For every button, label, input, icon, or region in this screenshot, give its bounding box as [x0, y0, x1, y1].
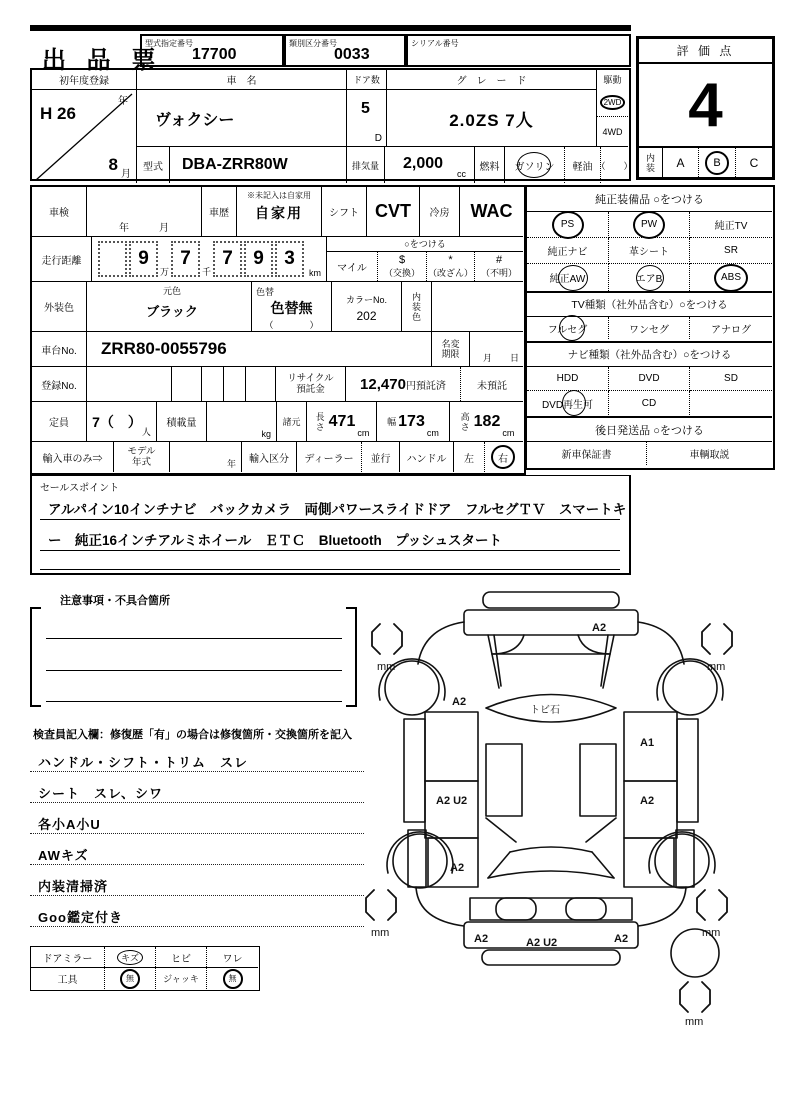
- left-front-fender-panel: [425, 712, 478, 781]
- orig-color-cell: [87, 282, 252, 331]
- handle-label: ハンドル: [400, 442, 454, 472]
- sales-point-line1: アルパイン10インチナビ バックカメラ 両側パワースライドドア フルセグＴＶ スマートキ: [48, 502, 627, 517]
- tv-oneseg: ワンセグ: [609, 317, 690, 339]
- equip-pw-selected: PW: [633, 211, 665, 239]
- fuel-diesel: 軽油: [565, 147, 601, 183]
- navi-hdd: HDD: [527, 367, 609, 391]
- navi-sd: SD: [690, 367, 772, 391]
- right-rail: [677, 719, 698, 822]
- displacement-cell: [385, 147, 475, 183]
- regno-recycle-row: [32, 367, 523, 402]
- odometer-label: 走行距離: [32, 237, 92, 281]
- mm-label-5: mm: [685, 1016, 704, 1026]
- drive-label: 駆動: [603, 74, 622, 85]
- first-reg-cell: [32, 90, 137, 183]
- damage-right-door: A2: [640, 795, 655, 807]
- import-div-label: 輸入区分: [242, 442, 297, 472]
- mm-bracket-top-right: [702, 624, 732, 654]
- spec-height: 高さ 182 cm: [460, 411, 515, 438]
- ac-value: WAC: [470, 201, 513, 221]
- first-reg-month-unit: 月: [121, 169, 131, 180]
- interior-grade-b-selected: B: [705, 151, 729, 175]
- inspector-note-6: Goo鑑定付き: [30, 905, 364, 936]
- first-reg-month: 8: [108, 155, 118, 174]
- caution-line-2: [46, 670, 342, 671]
- mark-hash: # （不明）: [474, 252, 523, 281]
- first-reg-year-unit: 年: [118, 96, 128, 107]
- damage-left-quarter: A2: [450, 862, 465, 874]
- navi-type-box: [527, 341, 772, 416]
- equip-sr: SR: [690, 238, 772, 264]
- mm-label-4: mm: [702, 927, 721, 939]
- left-fender-curve: [418, 622, 464, 664]
- import-row: [32, 442, 523, 472]
- rename-label: 名変 期限: [432, 332, 470, 366]
- class-number-label: 類別区分番号: [289, 39, 337, 48]
- top-rule: [30, 25, 631, 31]
- shaken-label: 車検: [32, 187, 87, 236]
- mm-bracket-mid-right: [697, 890, 727, 920]
- damage-left-fender: A2: [452, 696, 467, 708]
- tool-none-selected: 無: [104, 968, 155, 989]
- right-taillight: [566, 898, 606, 920]
- damage-rear-left: A2: [474, 933, 489, 945]
- capacity-value: 7（ ） 人: [87, 402, 157, 441]
- inspection-row: [32, 187, 523, 237]
- displacement-value: 2,000: [403, 155, 444, 172]
- rear-window-top: [510, 847, 592, 852]
- caution-label: 注意事項・不具合箇所: [60, 595, 170, 607]
- color-change-cell: [252, 282, 332, 331]
- color-no-cell: [332, 282, 402, 331]
- rear-left-wheel: [393, 834, 447, 888]
- doors-label: ドア数: [347, 70, 387, 90]
- history-value: 自家用: [255, 205, 303, 221]
- orig-color-value: ブラック: [146, 304, 198, 319]
- caution-bracket-left: [30, 607, 41, 707]
- class-number-value: 0033: [334, 46, 370, 63]
- mm-label-1: mm: [377, 661, 396, 673]
- mirror-label: ドアミラー: [42, 953, 93, 965]
- equip-tv: 純正TV: [690, 212, 772, 238]
- load-value: kg: [207, 402, 277, 441]
- fuel-gasoline-selected: ガソリン: [515, 158, 555, 173]
- serial-number-label: シリアル番号: [411, 39, 459, 48]
- interior-grade-row: [639, 146, 772, 177]
- color-change-value: 色替無: [270, 299, 313, 316]
- rear-bumper-strip: [482, 950, 620, 965]
- jack-none-selected: 無: [206, 968, 258, 989]
- first-reg-label: 初年度登録: [32, 70, 137, 90]
- vehicle-detail-table: [30, 185, 526, 475]
- shaken-units: 年 月: [119, 223, 169, 234]
- damage-right-fender: A1: [640, 737, 655, 749]
- inspector-note-1: ハンドル・シフト・トリム スレ: [30, 750, 364, 781]
- model-year-value: 年: [170, 442, 242, 472]
- handle-right-selected: 右: [485, 442, 521, 472]
- capacity-label: 定員: [32, 402, 87, 441]
- tool-label: 工具: [57, 975, 78, 986]
- import-dealer: ディーラー: [297, 442, 362, 472]
- specs-label: 諸元: [277, 402, 307, 441]
- mm-bracket-top-left: [372, 624, 402, 654]
- class-number-box: [284, 34, 406, 67]
- ac-label: 冷房: [420, 187, 460, 236]
- tv-analog: アナログ: [711, 324, 751, 336]
- car-name-label: 車 名: [137, 70, 347, 90]
- reg-no-box-1: [87, 367, 172, 401]
- fuel-label: 燃料: [475, 147, 505, 183]
- doors-value: 5: [361, 100, 370, 117]
- damage-rear-right: A2: [614, 933, 629, 945]
- car-name-value: ヴォクシー: [137, 90, 347, 147]
- shipping-title: 後日発送品 ○をつける: [527, 418, 772, 442]
- color-change-paren: （ ）: [264, 319, 319, 330]
- front-bumper-strip: [483, 592, 619, 608]
- equip-ps-selected: PS: [552, 211, 584, 239]
- interior-grade-a: A: [676, 155, 685, 170]
- caution-line-3: [46, 701, 342, 702]
- int-color-value: [432, 282, 523, 331]
- evaluation-box: [636, 36, 775, 180]
- left-rail: [404, 719, 425, 822]
- recycle-none: 未預託: [477, 380, 507, 392]
- history-label: 車歴: [202, 187, 237, 236]
- rear-panel: [470, 898, 632, 920]
- sales-point-line3: [40, 569, 620, 570]
- reg-no-label: 登録No.: [32, 367, 87, 401]
- mirror-broken: ワレ: [206, 947, 258, 967]
- tool-jack: ジャッキ: [155, 968, 206, 989]
- interior-label: 内装: [645, 152, 655, 173]
- odometer-sen: 千: [202, 267, 212, 277]
- recycle-label: リサイクル 預託金: [276, 367, 346, 401]
- evaluation-label: 評 価 点: [639, 39, 772, 64]
- spec-width: 幅 173 cm: [377, 402, 450, 441]
- mirror-crack: ヒビ: [155, 947, 206, 967]
- navi-dvd-play-selected: DVD再生可: [542, 396, 593, 411]
- rename-units: 月 日: [482, 353, 519, 363]
- reg-no-box-5: [246, 367, 276, 401]
- rear-right-wheel: [655, 834, 709, 888]
- mm-label-2: mm: [707, 661, 726, 673]
- genuine-equipment-title: 純正装備品 ○をつける: [527, 187, 772, 212]
- rear-window-arc: [488, 871, 614, 878]
- vehicle-header-table: [30, 68, 631, 181]
- odometer-digits: 9 万 7 千 7 9 3 km: [92, 237, 327, 281]
- inspector-note-3: 各小A小U: [30, 812, 364, 843]
- cabin-left-channel: [486, 744, 522, 816]
- tv-type-title: TV種類（社外品含む）○をつける: [527, 293, 772, 317]
- shipping-warranty: 新車保証書: [527, 442, 647, 465]
- shift-value: CVT: [367, 187, 420, 236]
- sales-point-line2: ー 純正16インチアルミホイール ＥＴＣ Bluetooth プッシュスタート: [48, 533, 502, 548]
- reg-no-box-4: [224, 367, 246, 401]
- inspector-note-2: シート スレ、シワ: [30, 781, 364, 812]
- equipment-panel: [525, 185, 775, 470]
- fuel-other: （ ）: [596, 160, 633, 171]
- odometer-man: 万: [160, 267, 170, 277]
- inspector-label: 検査員記入欄：修復歴「有」の場合は修復箇所・交換箇所を記入: [33, 729, 352, 741]
- evaluation-score: 4: [688, 70, 723, 140]
- inspector-notes: [30, 750, 364, 936]
- model-code-label: 型式: [137, 147, 170, 183]
- shipping-manual: 車輌取説: [689, 450, 730, 461]
- type-number-box: [140, 34, 284, 67]
- equip-navi: 純正ナビ: [527, 238, 609, 264]
- odometer-row: [32, 237, 523, 282]
- tv-type-box: [527, 291, 772, 341]
- reg-no-box-3: [202, 367, 224, 401]
- grade-label: グ レ ー ド: [387, 70, 597, 90]
- inspector-note-4: AWキズ: [30, 843, 364, 874]
- damage-rear-center: A2 U2: [526, 937, 558, 949]
- type-number-label: 型式指定番号: [145, 39, 193, 48]
- displacement-unit: cc: [457, 169, 466, 179]
- damage-windshield: トビ石: [530, 705, 560, 716]
- genuine-equipment-box: [527, 187, 772, 291]
- interior-grade-c: C: [749, 155, 759, 170]
- type-number-value: 17700: [192, 46, 237, 63]
- odometer-unit: km: [309, 268, 322, 278]
- mm-bracket-mid-left: [366, 890, 396, 920]
- recycle-amount: 12,470 円預託済: [346, 367, 461, 401]
- mirror-scratch-selected: キズ: [104, 947, 155, 967]
- import-parallel: 並行: [362, 442, 400, 472]
- color-change-label: 色替: [256, 286, 275, 297]
- first-reg-era: H 26: [40, 104, 76, 123]
- drive-2wd-selected: 2WD: [600, 95, 626, 110]
- sales-point-box: [30, 475, 631, 575]
- front-bumper: [464, 610, 638, 635]
- odometer-marks: [327, 237, 523, 281]
- doors-cell: [347, 90, 387, 147]
- mirror-tools-table: [30, 946, 260, 991]
- model-code-value: DBA-ZRR80W: [170, 147, 347, 183]
- import-only-label: 輸入車のみ⇒: [32, 442, 114, 472]
- navi-type-title: ナビ種類（社外品含む）○をつける: [527, 343, 772, 367]
- chassis-label: 車台No.: [32, 332, 87, 366]
- int-color-label: 内装色: [402, 282, 432, 331]
- left-door-panel: [425, 781, 478, 838]
- doors-sub: D: [374, 133, 382, 144]
- displacement-label: 排気量: [347, 147, 385, 183]
- drive-column: [597, 70, 628, 147]
- inspector-note-5: 内装清掃済: [30, 874, 364, 905]
- mark-dollar: $ （交換）: [377, 252, 426, 281]
- page-title: 出 品 票: [42, 47, 163, 74]
- caution-line-1: [46, 638, 342, 639]
- capacity-specs-row: [32, 402, 523, 442]
- spec-length: 長さ 471 cm: [307, 402, 377, 441]
- navi-cd: CD: [609, 391, 690, 415]
- mm-bracket-bottom-right: [680, 982, 710, 1012]
- right-door-panel: [624, 781, 677, 838]
- car-damage-diagram: [358, 576, 764, 1026]
- mark-asterisk: * （改ざん）: [426, 252, 474, 281]
- equip-airbag-selected: エアB: [636, 270, 663, 285]
- marks-title: ○をつける: [327, 237, 523, 252]
- mm-label-3: mm: [371, 927, 390, 939]
- damage-left-door: A2 U2: [436, 795, 468, 807]
- model-year-label: モデル 年式: [114, 442, 170, 472]
- drive-4wd: 4WD: [602, 127, 623, 137]
- color-row: [32, 282, 523, 332]
- chassis-value: ZRR80-0055796: [87, 332, 432, 366]
- chassis-row: [32, 332, 523, 367]
- sales-point-label: セールスポイント: [40, 483, 120, 494]
- reg-no-box-2: [172, 367, 202, 401]
- history-note: ※未記入は自家用: [247, 191, 311, 200]
- serial-number-box: [406, 34, 631, 67]
- equip-abs-selected: ABS: [714, 264, 748, 292]
- navi-dvd: DVD: [609, 367, 690, 391]
- load-label: 積載量: [157, 402, 207, 441]
- color-no-label: カラーNo.: [345, 295, 387, 305]
- tv-fullseg-selected: フルセグ: [548, 321, 588, 336]
- equip-leather: 革シート: [609, 238, 690, 264]
- mark-mile: マイル: [337, 263, 367, 274]
- orig-color-label: 元色: [162, 286, 181, 296]
- shipping-box: [527, 416, 772, 467]
- handle-left: 左: [454, 442, 485, 472]
- color-no-value: 202: [356, 309, 377, 323]
- left-taillight: [496, 898, 536, 920]
- cabin-right-channel: [580, 744, 616, 816]
- caution-bracket-right: [346, 607, 357, 707]
- right-fender-curve: [638, 622, 684, 664]
- navi-empty: [690, 391, 772, 415]
- grade-value: 2.0ZS 7人: [387, 90, 597, 147]
- shift-label: シフト: [322, 187, 367, 236]
- equip-aw-selected: 純正AW: [550, 270, 586, 285]
- ext-color-label: 外装色: [32, 282, 87, 331]
- damage-front-bumper: A2: [592, 622, 607, 634]
